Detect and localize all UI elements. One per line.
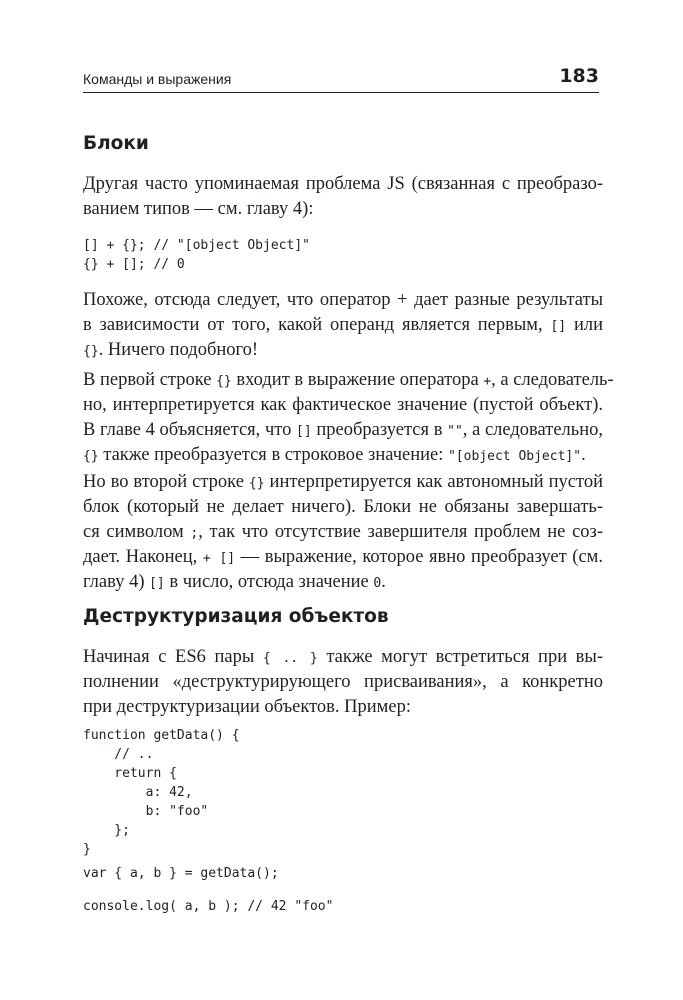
code-line: {} + []; // 0 xyxy=(83,257,185,272)
code-line: // .. xyxy=(83,747,154,762)
text-line: Другая часто упоминаемая проблема JS (связанная с преобразо- xyxy=(83,174,603,194)
inline-code: {} xyxy=(216,374,232,389)
inline-code: {} xyxy=(248,476,265,491)
text-line: в зависимости от того, какой операнд является первым, [] или xyxy=(83,315,603,335)
text-line: Но во второй строке {} интерпретируется как автономный пустой xyxy=(83,472,603,492)
code-block-console-log xyxy=(83,897,333,916)
inline-code: "" xyxy=(447,424,463,439)
text-line: блок (который не делает ничего). Блоки не обязаны завершать- xyxy=(83,497,603,517)
text-line: ванием типов — см. главу 4): xyxy=(83,199,314,219)
code-block-operands xyxy=(83,236,310,274)
inline-code: 0 xyxy=(373,576,382,591)
code-line: } xyxy=(83,842,91,857)
code-block-destructuring xyxy=(83,864,279,883)
inline-code: [] xyxy=(149,576,165,591)
inline-code: [] xyxy=(296,424,312,439)
paragraph-destructuring xyxy=(83,645,603,720)
code-line: var { a, b } = getData(); xyxy=(83,866,279,881)
paragraph-second-line xyxy=(83,470,603,595)
code-line: }; xyxy=(83,823,130,838)
text-line: {}. Ничего подобного! xyxy=(83,340,259,360)
text-line: но, интерпретируется как фактическое значение (пустой объект). xyxy=(83,395,603,415)
inline-code: [] xyxy=(550,319,567,334)
inline-code: { .. } xyxy=(262,651,318,666)
code-line: a: 42, xyxy=(83,785,193,800)
code-block-getdata xyxy=(83,726,240,859)
text-line: Начиная с ES6 пары { .. } также могут встретиться при вы- xyxy=(83,647,604,667)
inline-code: {} xyxy=(83,449,99,464)
text-line: дает. Наконец, + [] — выражение, которое явно преобразует (см. xyxy=(83,547,603,567)
text-line: при деструктуризации объектов. Пример: xyxy=(83,697,411,717)
inline-code: "[object Object]" xyxy=(448,449,582,464)
inline-code: ; xyxy=(190,526,199,541)
inline-code: + xyxy=(483,374,492,389)
code-line: console.log( a, b ); // 42 "foo" xyxy=(83,899,334,914)
paragraph-first-line xyxy=(83,368,614,468)
code-line: return { xyxy=(83,766,177,781)
section-heading-blocks: Блоки xyxy=(83,133,149,154)
running-title: Команды и выражения xyxy=(83,71,232,87)
inline-code: + [] xyxy=(202,551,236,566)
text-line: главу 4) [] в число, отсюда значение 0. xyxy=(83,572,386,592)
text-line: полнении «деструктурирующего присваивания», а конкретно xyxy=(83,672,603,692)
text-line: ся символом ;, так что отсутствие завершителя проблем не соз- xyxy=(83,522,603,542)
code-line: function getData() { xyxy=(83,728,240,743)
text-line: В первой строке {} входит в выражение оператора +, а следователь- xyxy=(83,370,614,390)
inline-code: {} xyxy=(83,344,99,359)
code-line: [] + {}; // "[object Object]" xyxy=(83,238,310,253)
section-heading-destructuring: Деструктуризация объектов xyxy=(83,606,389,627)
page-header xyxy=(83,62,599,93)
page-number: 183 xyxy=(559,65,599,87)
text-line: {} также преобразуется в строковое значение: "[object Object]". xyxy=(83,445,586,465)
paragraph-operator xyxy=(83,288,603,363)
code-line: b: "foo" xyxy=(83,804,209,819)
paragraph-intro xyxy=(83,172,603,222)
text-line: Похоже, отсюда следует, что оператор + дает разные результаты xyxy=(83,290,603,310)
text-line: В главе 4 объясняется, что [] преобразуется в "", а следовательно, xyxy=(83,420,604,440)
